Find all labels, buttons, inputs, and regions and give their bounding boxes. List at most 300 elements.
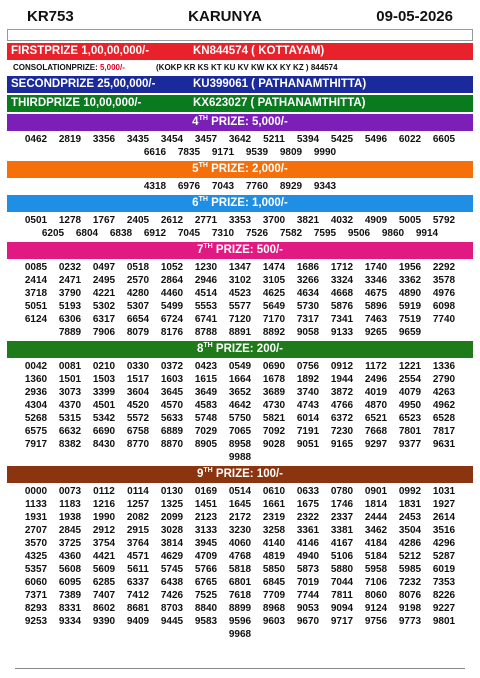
prize-amount-label: PRIZE: 200/- bbox=[212, 343, 284, 355]
ticket-number: 0085 bbox=[24, 262, 48, 273]
ticket-number: 2172 bbox=[228, 512, 252, 523]
ticket-number: 7463 bbox=[364, 314, 388, 325]
prize-rank-suffix: TH bbox=[203, 467, 213, 475]
first-prize-bar bbox=[7, 43, 473, 60]
ticket-number: 5745 bbox=[160, 564, 184, 575]
ticket-number: 8905 bbox=[194, 439, 218, 450]
ticket-number: 4571 bbox=[126, 551, 150, 562]
ticket-number: 7740 bbox=[432, 314, 456, 325]
ticket-number: 2495 bbox=[92, 275, 116, 286]
ticket-number: 0497 bbox=[92, 262, 116, 273]
ticket-number: 4221 bbox=[92, 288, 116, 299]
ticket-number: 9583 bbox=[194, 616, 218, 627]
ticket-number: 4625 bbox=[262, 288, 286, 299]
ticket-number: 1451 bbox=[194, 499, 218, 510]
ticket-number: 1675 bbox=[296, 499, 320, 510]
ticket-number: 2414 bbox=[24, 275, 48, 286]
ticket-number: 1325 bbox=[160, 499, 184, 510]
ticket-number: 3689 bbox=[262, 387, 286, 398]
ticket-number: 4304 bbox=[24, 400, 48, 411]
ticket-number: 2453 bbox=[398, 512, 422, 523]
ticket-number: 4079 bbox=[398, 387, 422, 398]
ticket-number: 5748 bbox=[194, 413, 218, 424]
prize-amount-label: PRIZE: 100/- bbox=[212, 468, 284, 480]
ticket-number: 6804 bbox=[75, 228, 99, 239]
ticket-number: 3725 bbox=[58, 538, 82, 549]
ticket-number: 7582 bbox=[279, 228, 303, 239]
ticket-number: 0169 bbox=[194, 486, 218, 497]
ticket-number: 5572 bbox=[126, 413, 150, 424]
ticket-number: 0423 bbox=[194, 361, 218, 372]
ticket-number: 2570 bbox=[126, 275, 150, 286]
ticket-number: 5106 bbox=[330, 551, 354, 562]
prize-header-5 bbox=[7, 161, 473, 178]
ticket-number: 9409 bbox=[126, 616, 150, 627]
ticket-number: 4950 bbox=[398, 400, 422, 411]
prize-rank-suffix: TH bbox=[203, 243, 213, 251]
blank-box bbox=[7, 29, 473, 41]
ticket-number: 3266 bbox=[296, 275, 320, 286]
ticket-number: 3105 bbox=[262, 275, 286, 286]
ticket-number: 9343 bbox=[313, 181, 337, 192]
ticket-number: 6521 bbox=[364, 413, 388, 424]
prize-rank-suffix: TH bbox=[198, 162, 208, 170]
ticket-number: 9801 bbox=[432, 616, 456, 627]
ticket-number: 8681 bbox=[126, 603, 150, 614]
ticket-number: 7389 bbox=[58, 590, 82, 601]
ticket-number: 6605 bbox=[432, 134, 456, 145]
ticket-number: 4940 bbox=[296, 551, 320, 562]
consolation-label: CONSOLATIONPRIZE: bbox=[13, 63, 100, 72]
ticket-number: 0462 bbox=[24, 134, 48, 145]
ticket-number: 4520 bbox=[126, 400, 150, 411]
ticket-number: 1133 bbox=[25, 499, 47, 510]
ticket-number: 5985 bbox=[398, 564, 422, 575]
ticket-number: 2444 bbox=[364, 512, 388, 523]
ticket-number: 3578 bbox=[432, 275, 456, 286]
prize-rank-suffix: TH bbox=[198, 196, 208, 204]
ticket-number: 8788 bbox=[194, 327, 218, 338]
prize-numbers-4 bbox=[5, 133, 475, 159]
ticket-number: 6616 bbox=[143, 147, 167, 158]
ticket-number: 9133 bbox=[330, 327, 354, 338]
ticket-number: 4514 bbox=[194, 288, 218, 299]
ticket-number: 5051 bbox=[24, 301, 48, 312]
ticket-number: 4019 bbox=[364, 387, 388, 398]
ticket-number: 1183 bbox=[59, 499, 81, 510]
ticket-number: 6845 bbox=[262, 577, 286, 588]
ticket-number: 4140 bbox=[262, 538, 286, 549]
ticket-number: 1956 bbox=[398, 262, 422, 273]
second-prize-bar bbox=[7, 76, 473, 93]
ticket-number: 2292 bbox=[432, 262, 456, 273]
ticket-number: 3652 bbox=[228, 387, 252, 398]
ticket-number: 2915 bbox=[126, 525, 150, 536]
ticket-number: 4032 bbox=[330, 215, 354, 226]
ticket-number: 1661 bbox=[262, 499, 286, 510]
header bbox=[5, 6, 475, 26]
ticket-number: 7120 bbox=[228, 314, 252, 325]
ticket-number: 5821 bbox=[262, 413, 286, 424]
ticket-number: 1686 bbox=[296, 262, 320, 273]
ticket-number: 9603 bbox=[262, 616, 286, 627]
ticket-number: 3457 bbox=[194, 134, 218, 145]
ticket-number: 0000 bbox=[24, 486, 48, 497]
ticket-number: 7019 bbox=[296, 577, 320, 588]
ticket-number: 1517 bbox=[126, 374, 150, 385]
ticket-number: 4280 bbox=[126, 288, 150, 299]
ticket-number: 1474 bbox=[262, 262, 286, 273]
ticket-number: 4060 bbox=[228, 538, 252, 549]
ticket-number: 0114 bbox=[127, 486, 149, 497]
prize-rank: 8 bbox=[196, 343, 204, 355]
ticket-number: 6317 bbox=[92, 314, 116, 325]
ticket-number: 7353 bbox=[432, 577, 456, 588]
first-prize-value: KN844574 ( KOTTAYAM) bbox=[193, 45, 325, 57]
ticket-number: 8892 bbox=[262, 327, 286, 338]
ticket-number: 7760 bbox=[245, 181, 269, 192]
ticket-number: 9988 bbox=[228, 452, 252, 463]
ticket-number: 4263 bbox=[432, 387, 456, 398]
ticket-number: 9253 bbox=[24, 616, 48, 627]
ticket-number: 7618 bbox=[228, 590, 252, 601]
prize-rank: 7 bbox=[196, 244, 204, 256]
ticket-number: 1944 bbox=[330, 374, 354, 385]
ticket-number: 9124 bbox=[364, 603, 388, 614]
ticket-number: 7191 bbox=[296, 426, 320, 437]
ticket-number: 1645 bbox=[228, 499, 252, 510]
ticket-number: 3356 bbox=[92, 134, 116, 145]
ticket-number: 3649 bbox=[194, 387, 218, 398]
ticket-number: 3700 bbox=[262, 215, 286, 226]
prize-amount-label: PRIZE: 5,000/- bbox=[207, 116, 288, 128]
ticket-number: 0901 bbox=[364, 486, 388, 497]
ticket-number: 0501 bbox=[24, 215, 48, 226]
ticket-number: 5357 bbox=[24, 564, 48, 575]
ticket-number: 1664 bbox=[228, 374, 252, 385]
ticket-number: 7917 bbox=[24, 439, 48, 450]
ticket-number: 4909 bbox=[364, 215, 388, 226]
ticket-number: 0073 bbox=[58, 486, 82, 497]
ticket-number: 2099 bbox=[160, 512, 184, 523]
ticket-number: 3133 bbox=[194, 525, 218, 536]
ticket-number: 8430 bbox=[92, 439, 116, 450]
ticket-number: 1052 bbox=[160, 262, 184, 273]
ticket-number: 5302 bbox=[92, 301, 116, 312]
ticket-number: 5880 bbox=[330, 564, 354, 575]
ticket-number: 8331 bbox=[58, 603, 82, 614]
ticket-number: 0610 bbox=[262, 486, 286, 497]
ticket-number: 9968 bbox=[228, 629, 252, 640]
ticket-number: 8079 bbox=[126, 327, 150, 338]
ticket-number: 9539 bbox=[245, 147, 269, 158]
ticket-number: 3353 bbox=[228, 215, 252, 226]
prize-rank: 5 bbox=[192, 163, 199, 175]
third-prize-label: THIRDPRIZE 10,00,000/- bbox=[11, 97, 142, 109]
ticket-number: 4460 bbox=[160, 288, 184, 299]
ticket-number: 1740 bbox=[364, 262, 388, 273]
ticket-number: 4286 bbox=[398, 538, 422, 549]
result-page bbox=[5, 0, 475, 641]
ticket-number: 5496 bbox=[364, 134, 388, 145]
ticket-number: 2936 bbox=[24, 387, 48, 398]
ticket-number: 3645 bbox=[160, 387, 184, 398]
ticket-number: 7407 bbox=[92, 590, 116, 601]
ticket-number: 1221 bbox=[398, 361, 422, 372]
ticket-number: 9058 bbox=[296, 327, 320, 338]
ticket-number: 0633 bbox=[296, 486, 320, 497]
ticket-number: 2082 bbox=[126, 512, 150, 523]
ticket-number: 8602 bbox=[92, 603, 116, 614]
ticket-number: 3516 bbox=[432, 525, 456, 536]
ticket-number: 0330 bbox=[126, 361, 150, 372]
ticket-number: 8226 bbox=[432, 590, 456, 601]
ticket-number: 4890 bbox=[398, 288, 422, 299]
ticket-number: 3945 bbox=[194, 538, 218, 549]
prize-header-9 bbox=[7, 466, 473, 483]
prize-header-7 bbox=[7, 242, 473, 259]
ticket-number: 9773 bbox=[398, 616, 422, 627]
ticket-number: 6528 bbox=[432, 413, 456, 424]
ticket-number: 0780 bbox=[330, 486, 354, 497]
ticket-number: 2771 bbox=[194, 215, 218, 226]
ticket-number: 5268 bbox=[24, 413, 48, 424]
ticket-number: 3435 bbox=[126, 134, 150, 145]
ticket-number: 5876 bbox=[330, 301, 354, 312]
ticket-number: 7412 bbox=[126, 590, 150, 601]
ticket-number: 5766 bbox=[194, 564, 218, 575]
ticket-number: 6285 bbox=[92, 577, 116, 588]
ticket-number: 9390 bbox=[92, 616, 116, 627]
ticket-number: 4819 bbox=[262, 551, 286, 562]
prize-amount-label: PRIZE: 1,000/- bbox=[207, 197, 288, 209]
ticket-number: 9756 bbox=[364, 616, 388, 627]
ticket-number: 6019 bbox=[432, 564, 456, 575]
ticket-number: 7906 bbox=[92, 327, 116, 338]
ticket-number: 1216 bbox=[92, 499, 116, 510]
ticket-number: 3754 bbox=[92, 538, 116, 549]
ticket-number: 3570 bbox=[24, 538, 48, 549]
ticket-number: 3642 bbox=[228, 134, 252, 145]
ticket-number: 7811 bbox=[331, 590, 353, 601]
ticket-number: 8293 bbox=[24, 603, 48, 614]
ticket-number: 1360 bbox=[24, 374, 48, 385]
ticket-number: 5499 bbox=[160, 301, 184, 312]
ticket-number: 9914 bbox=[415, 228, 439, 239]
ticket-number: 5873 bbox=[296, 564, 320, 575]
ticket-number: 8770 bbox=[126, 439, 150, 450]
ticket-number: 6976 bbox=[177, 181, 201, 192]
ticket-number: 7709 bbox=[262, 590, 286, 601]
ticket-number: 3462 bbox=[364, 525, 388, 536]
ticket-number: 8076 bbox=[398, 590, 422, 601]
ticket-number: 8891 bbox=[228, 327, 252, 338]
prize-numbers-9 bbox=[5, 485, 475, 641]
ticket-number: 4184 bbox=[364, 538, 388, 549]
ticket-number: 9670 bbox=[296, 616, 320, 627]
consolation-amount: 5,000/- bbox=[99, 63, 125, 72]
ticket-number: 5394 bbox=[296, 134, 320, 145]
ticket-number: 0232 bbox=[58, 262, 82, 273]
ticket-number: 2319 bbox=[262, 512, 286, 523]
ticket-number: 9051 bbox=[296, 439, 320, 450]
ticket-number: 5315 bbox=[58, 413, 82, 424]
ticket-number: 4370 bbox=[58, 400, 82, 411]
ticket-number: 4360 bbox=[58, 551, 82, 562]
ticket-number: 3361 bbox=[296, 525, 320, 536]
ticket-number: 4976 bbox=[432, 288, 456, 299]
prize-numbers-7 bbox=[5, 261, 475, 339]
ticket-number: 3872 bbox=[330, 387, 354, 398]
ticket-number: 2322 bbox=[296, 512, 320, 523]
ticket-number: 1336 bbox=[432, 361, 456, 372]
third-prize-bar bbox=[7, 95, 473, 112]
ticket-number: 2471 bbox=[58, 275, 82, 286]
ticket-number: 4318 bbox=[143, 181, 167, 192]
consolation-value: (KOKP KR KS KT KU KV KW KX KY KZ ) 844574 bbox=[156, 63, 338, 72]
ticket-number: 2819 bbox=[58, 134, 82, 145]
ticket-number: 7043 bbox=[211, 181, 235, 192]
ticket-number: 4870 bbox=[364, 400, 388, 411]
ticket-number: 6124 bbox=[24, 314, 48, 325]
ticket-number: 5184 bbox=[364, 551, 388, 562]
prize-numbers-6 bbox=[5, 214, 475, 240]
ticket-number: 5818 bbox=[228, 564, 252, 575]
ticket-number: 3362 bbox=[398, 275, 422, 286]
ticket-number: 1501 bbox=[58, 374, 82, 385]
prize-header-8 bbox=[7, 341, 473, 358]
ticket-number: 7044 bbox=[330, 577, 354, 588]
ticket-number: 4962 bbox=[432, 400, 456, 411]
ticket-number: 3604 bbox=[126, 387, 150, 398]
ticket-number: 2337 bbox=[330, 512, 354, 523]
ticket-number: 2707 bbox=[24, 525, 48, 536]
ticket-number: 3230 bbox=[228, 525, 252, 536]
ticket-number: 6523 bbox=[398, 413, 422, 424]
ticket-number: 9377 bbox=[398, 439, 422, 450]
ticket-number: 7595 bbox=[313, 228, 337, 239]
ticket-number: 6095 bbox=[58, 577, 82, 588]
ticket-number: 0992 bbox=[398, 486, 422, 497]
prize-amount-label: PRIZE: 2,000/- bbox=[207, 163, 288, 175]
ticket-number: 9445 bbox=[160, 616, 184, 627]
ticket-number: 6838 bbox=[109, 228, 133, 239]
ticket-number: 9809 bbox=[279, 147, 303, 158]
ticket-number: 7106 bbox=[364, 577, 388, 588]
ticket-number: 9717 bbox=[330, 616, 354, 627]
ticket-number: 1892 bbox=[296, 374, 320, 385]
ticket-number: 5792 bbox=[432, 215, 456, 226]
ticket-number: 1230 bbox=[194, 262, 218, 273]
ticket-number: 7817 bbox=[432, 426, 456, 437]
ticket-number: 2405 bbox=[126, 215, 150, 226]
ticket-number: 6060 bbox=[24, 577, 48, 588]
prize-numbers-8 bbox=[5, 360, 475, 464]
ticket-number: 9860 bbox=[381, 228, 405, 239]
ticket-number: 6765 bbox=[194, 577, 218, 588]
ticket-number: 7310 bbox=[211, 228, 235, 239]
ticket-number: 7426 bbox=[160, 590, 184, 601]
ticket-number: 6306 bbox=[58, 314, 82, 325]
prize-rank: 4 bbox=[192, 116, 199, 128]
ticket-number: 6098 bbox=[432, 301, 456, 312]
ticket-number: 4570 bbox=[160, 400, 184, 411]
ticket-number: 1172 bbox=[365, 361, 387, 372]
ticket-number: 3258 bbox=[262, 525, 286, 536]
ticket-number: 5212 bbox=[398, 551, 422, 562]
ticket-number: 4675 bbox=[364, 288, 388, 299]
ticket-number: 9631 bbox=[432, 439, 456, 450]
ticket-number: 7230 bbox=[330, 426, 354, 437]
ticket-number: 7065 bbox=[228, 426, 252, 437]
prize-header-4 bbox=[7, 114, 473, 131]
ticket-number: 0756 bbox=[296, 361, 320, 372]
ticket-number: 9265 bbox=[364, 327, 388, 338]
ticket-number: 8870 bbox=[160, 439, 184, 450]
ticket-number: 5850 bbox=[262, 564, 286, 575]
ticket-number: 4668 bbox=[330, 288, 354, 299]
ticket-number: 1831 bbox=[398, 499, 422, 510]
ticket-number: 7371 bbox=[24, 590, 48, 601]
ticket-number: 1678 bbox=[262, 374, 286, 385]
ticket-number: 5425 bbox=[330, 134, 354, 145]
bottom-divider bbox=[15, 668, 465, 669]
ticket-number: 6912 bbox=[143, 228, 167, 239]
ticket-number: 3740 bbox=[296, 387, 320, 398]
ticket-number: 3790 bbox=[58, 288, 82, 299]
ticket-number: 3028 bbox=[160, 525, 184, 536]
ticket-number: 2946 bbox=[194, 275, 218, 286]
ticket-number: 5211 bbox=[263, 134, 285, 145]
ticket-number: 4146 bbox=[296, 538, 320, 549]
ticket-number: 6889 bbox=[160, 426, 184, 437]
ticket-number: 1603 bbox=[160, 374, 184, 385]
ticket-number: 6205 bbox=[41, 228, 65, 239]
ticket-number: 0514 bbox=[228, 486, 252, 497]
ticket-number: 2912 bbox=[92, 525, 116, 536]
ticket-number: 4421 bbox=[92, 551, 116, 562]
ticket-number: 7525 bbox=[194, 590, 218, 601]
prize-rank: 9 bbox=[196, 468, 204, 480]
ticket-number: 8703 bbox=[160, 603, 184, 614]
prize-sections bbox=[5, 114, 475, 641]
ticket-number: 9165 bbox=[330, 439, 354, 450]
ticket-number: 6741 bbox=[194, 314, 218, 325]
ticket-number: 7744 bbox=[296, 590, 320, 601]
ticket-number: 4634 bbox=[296, 288, 320, 299]
ticket-number: 2845 bbox=[58, 525, 82, 536]
ticket-number: 4629 bbox=[160, 551, 184, 562]
ticket-number: 6801 bbox=[228, 577, 252, 588]
ticket-number: 4766 bbox=[330, 400, 354, 411]
ticket-number: 9171 bbox=[211, 147, 235, 158]
ticket-number: 5307 bbox=[126, 301, 150, 312]
ticket-number: 7526 bbox=[245, 228, 269, 239]
ticket-number: 8968 bbox=[262, 603, 286, 614]
ticket-number: 7317 bbox=[296, 314, 320, 325]
second-prize-label: SECONDPRIZE 25,00,000/- bbox=[11, 78, 156, 90]
ticket-number: 4167 bbox=[330, 538, 354, 549]
ticket-number: 5342 bbox=[92, 413, 116, 424]
consolation-prize bbox=[7, 62, 473, 74]
ticket-number: 4768 bbox=[228, 551, 252, 562]
ticket-number: 7801 bbox=[398, 426, 422, 437]
prize-numbers-5 bbox=[5, 180, 475, 193]
first-prize-label: FIRSTPRIZE 1,00,00,000/- bbox=[11, 45, 150, 57]
ticket-number: 3073 bbox=[58, 387, 82, 398]
ticket-number: 7835 bbox=[177, 147, 201, 158]
ticket-number: 6014 bbox=[296, 413, 320, 424]
